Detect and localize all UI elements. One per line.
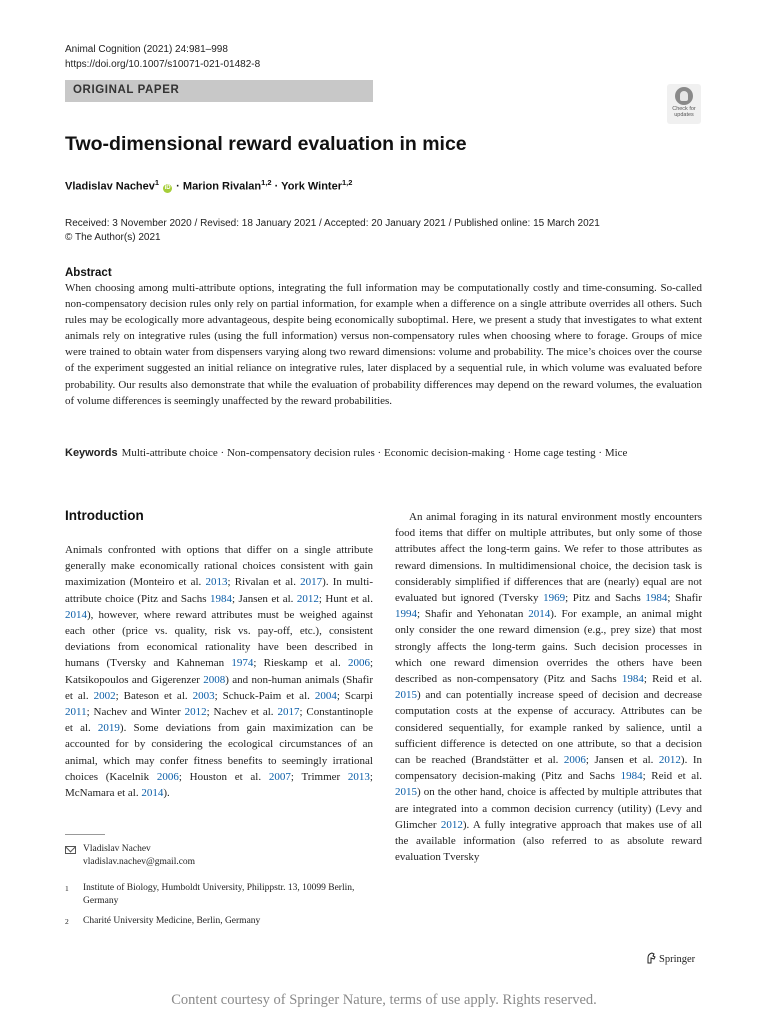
publisher-name: Springer (659, 954, 696, 965)
body-text: ; Shafir (667, 592, 702, 605)
author-name[interactable]: York Winter (281, 180, 342, 193)
citation-link[interactable]: 2004 (314, 689, 337, 702)
journal-citation: Animal Cognition (2021) 24:981–998 (65, 44, 228, 55)
body-text: ; Houston et al. (178, 770, 269, 783)
article-type-banner (65, 80, 373, 102)
body-text: ; Trimmer (290, 770, 348, 783)
citation-link[interactable]: 2006 (563, 754, 586, 767)
introduction-heading: Introduction (65, 508, 144, 523)
body-text: ; Nachev et al. (206, 706, 278, 719)
body-text: ; Pitz and Sachs (565, 592, 646, 605)
body-text: ) and non-human animals (Shafir et al. (65, 673, 373, 702)
courtesy-notice: Content courtesy of Springer Nature, terms of use apply. Rights reserved. (171, 992, 597, 1008)
body-text: ). Some deviations from gain maximization can be accounted for by considering the ecological circumstances of an animal, which may confer fitness benefits to seemingly irrational choices (Kacelnik (65, 722, 373, 783)
body-text: ; Nachev and Winter (86, 706, 185, 719)
body-text: ). (163, 787, 170, 800)
citation-link[interactable]: 1994 (395, 608, 417, 621)
citation-link[interactable]: 2013 (205, 576, 228, 589)
envelope-icon (65, 846, 76, 854)
body-text: ; Schuck-Paim et al. (214, 689, 315, 702)
corresponding-author-name: Vladislav Nachev (83, 844, 151, 854)
citation-link[interactable]: 2006 (156, 770, 179, 783)
citation-link[interactable]: 2012 (184, 706, 207, 719)
citation-link[interactable]: 2007 (268, 770, 291, 783)
affiliation-number: 1 (65, 884, 69, 893)
body-text: ; Jansen et al. (232, 592, 297, 605)
body-text: ; Scarpi (336, 689, 373, 702)
body-text: ). In compensatory decision-making (Pitz and Sachs (395, 754, 702, 783)
abstract-text: When choosing among multi-attribute options, integrating the full information may be computationally costly and time-consuming. So-called non-compensatory decision rules only rely on partial information, for example when a difference on a single attribute overrides all others. Such rules may be ecologically more advantageous, despite being economically suboptimal. Here, we present a study that investigates to what extent animals rely on integrative rules (using the full information) versus non-compensatory rules when choosing where to forage. Groups of mice were trained to obtain water from dispensers varying along two reward dimensions: volume and probability. The mice’s choices over the course of the experiment suggested an initial reliance on integrative rules, later displaced by a sequential rule, in which volume was evaluated before probability. Our results also demonstrate that while the evaluation of probability differences may depend on the reward volumes, the evaluation of volume differences is seemingly unaffected by the reward probabilities. (65, 282, 702, 407)
keywords-section (65, 445, 702, 461)
author-name[interactable]: Vladislav Nachev (65, 180, 155, 193)
citation-link[interactable]: 1974 (231, 657, 254, 670)
orcid-icon[interactable]: iD (164, 184, 171, 191)
body-text: ; Jansen et al. (585, 754, 659, 767)
paper-title: Two-dimensional reward evaluation in mice (65, 133, 467, 155)
body-text: ; Bateson et al. (115, 689, 193, 702)
article-type-label: ORIGINAL PAPER (73, 84, 180, 96)
citation-link[interactable]: 2006 (347, 657, 370, 670)
body-text: ). For example, an animal might only consider the one reward dimension (e.g., prey size) that most strongly affects the long-term gains. Such decision processes in which one reward dimension overrides the others have been described as non-compensatory (Pitz and Sachs (395, 608, 703, 686)
author-list (65, 178, 352, 193)
author-affiliation-mark: 1 (154, 178, 160, 187)
body-text: ; Rieskamp et al. (253, 657, 348, 670)
citation-link[interactable]: 2013 (347, 770, 370, 783)
body-text: ; Constantinople et al. (65, 706, 373, 735)
body-text: Animals confronted with options that differ on a single attribute generally make economically rational choices consistent with gain maximization (Monteiro et al. (65, 544, 373, 589)
publication-dates: Received: 3 November 2020 / Revised: 18 January 2021 / Accepted: 20 January 2021 / Published online: 15 March 2021 (65, 218, 600, 229)
publication-history (65, 217, 600, 245)
keywords-list: Multi-attribute choice · Non-compensatory decision rules · Economic decision-making · Home cage testing · Mice (121, 447, 628, 459)
publisher-logo (646, 952, 695, 965)
author-affiliation-mark: 1,2 (342, 178, 353, 187)
citation-link[interactable]: 2003 (192, 689, 215, 702)
doi-link[interactable]: https://doi.org/10.1007/s10071-021-01482-8 (65, 59, 261, 70)
body-text: ) on the other hand, choice is affected by multiple attributes that are integrated into a common decision currency (utility) (Levy and Glimcher (395, 786, 702, 831)
body-text: ; Reid et al. (642, 770, 702, 783)
citation-link[interactable]: 1984 (621, 673, 644, 686)
body-text: ; Hunt et al. (318, 592, 373, 605)
citation-link[interactable]: 2019 (97, 722, 120, 735)
body-text: ). A fully integrative approach that makes use of all the available information (also referred to as absolute reward evaluation Tversky (395, 818, 702, 864)
citation-link[interactable]: 2014 (528, 608, 551, 621)
citation-link[interactable]: 1969 (543, 592, 566, 605)
corresponding-author-email[interactable]: vladislav.nachev@gmail.com (83, 857, 196, 867)
citation-link[interactable]: 2017 (300, 576, 323, 589)
citation-link[interactable]: 2014 (65, 608, 87, 621)
affiliation-1: Institute of Biology, Humboldt University, Philippstr. 13, 10099 Berlin, Germany (83, 883, 355, 906)
body-text: ) and can potentially increase speed of decision and decrease computation costs at the expense of accuracy. Attributes can be considered sequentially, for example ranked by salience, until a sufficient difference is detected on one attribute, so that a decision can be reached (Brandstätter et al. (395, 689, 702, 767)
footnote-divider (65, 834, 105, 835)
author-name[interactable]: Marion Rivalan (182, 180, 262, 193)
citation-link[interactable]: 2012 (658, 754, 681, 767)
copyright-notice: © The Author(s) 2021 (65, 232, 161, 243)
introduction-left-column (65, 542, 373, 801)
body-text: ; Shafir and Yehonatan (417, 608, 529, 621)
abstract-heading: Abstract (65, 267, 112, 279)
citation-link[interactable]: 2015 (395, 689, 417, 702)
citation-link[interactable]: 2011 (65, 706, 87, 719)
citation-link[interactable]: 2008 (203, 673, 226, 686)
citation-link[interactable]: 1984 (620, 770, 643, 783)
affiliation-number: 2 (65, 917, 69, 926)
author-affiliation-mark: 1,2 (261, 178, 272, 187)
keywords-label: Keywords (65, 447, 118, 459)
body-text: An animal foraging in its natural environment mostly encounters food items that differ on multiple attributes, but only some of those attributes affect the long-term gains. We refer to those attributes as reward dimensions. In multidimensional choice, the decision task is considerably simplified if differences that are (nearly) equal are not evaluated but ignored (Tversky (395, 511, 702, 605)
citation-link[interactable]: 1984 (210, 592, 233, 605)
body-text: ; Rivalan et al. (227, 576, 301, 589)
body-text: ; Reid et al. (643, 673, 702, 686)
citation-link[interactable]: 2002 (93, 689, 116, 702)
corresponding-author (83, 843, 195, 869)
body-text: ), however, where reward attributes must be weighed against each other (price vs. quality, risk vs. pay-off, etc.), consistent deviations from economical rationality have been described in humans (Tversky and Kahneman (65, 608, 373, 670)
citation-link[interactable]: 1984 (645, 592, 668, 605)
body-text: ). In multi-attribute choice (Pitz and Sachs (65, 576, 374, 605)
body-text: ; Katsikopoulos and Gigerenzer (65, 657, 373, 686)
check-for-updates-label: Check for updates (672, 106, 696, 118)
body-text: ; McNamara et al. (65, 770, 373, 800)
journal-header (65, 42, 260, 72)
check-for-updates-badge[interactable] (667, 84, 701, 124)
affiliation-2: Charité University Medicine, Berlin, Germany (83, 916, 261, 926)
citation-link[interactable]: 2015 (395, 786, 417, 799)
springer-horse-icon (646, 952, 656, 964)
citation-link[interactable]: 2012 (296, 592, 319, 605)
introduction-right-column (395, 509, 702, 865)
citation-link[interactable]: 2014 (141, 787, 164, 800)
author-separator: · (271, 180, 282, 193)
check-for-updates-icon (675, 87, 693, 105)
citation-link[interactable]: 2012 (440, 818, 463, 831)
author-separator: · (173, 180, 183, 193)
citation-link[interactable]: 2017 (277, 706, 300, 719)
